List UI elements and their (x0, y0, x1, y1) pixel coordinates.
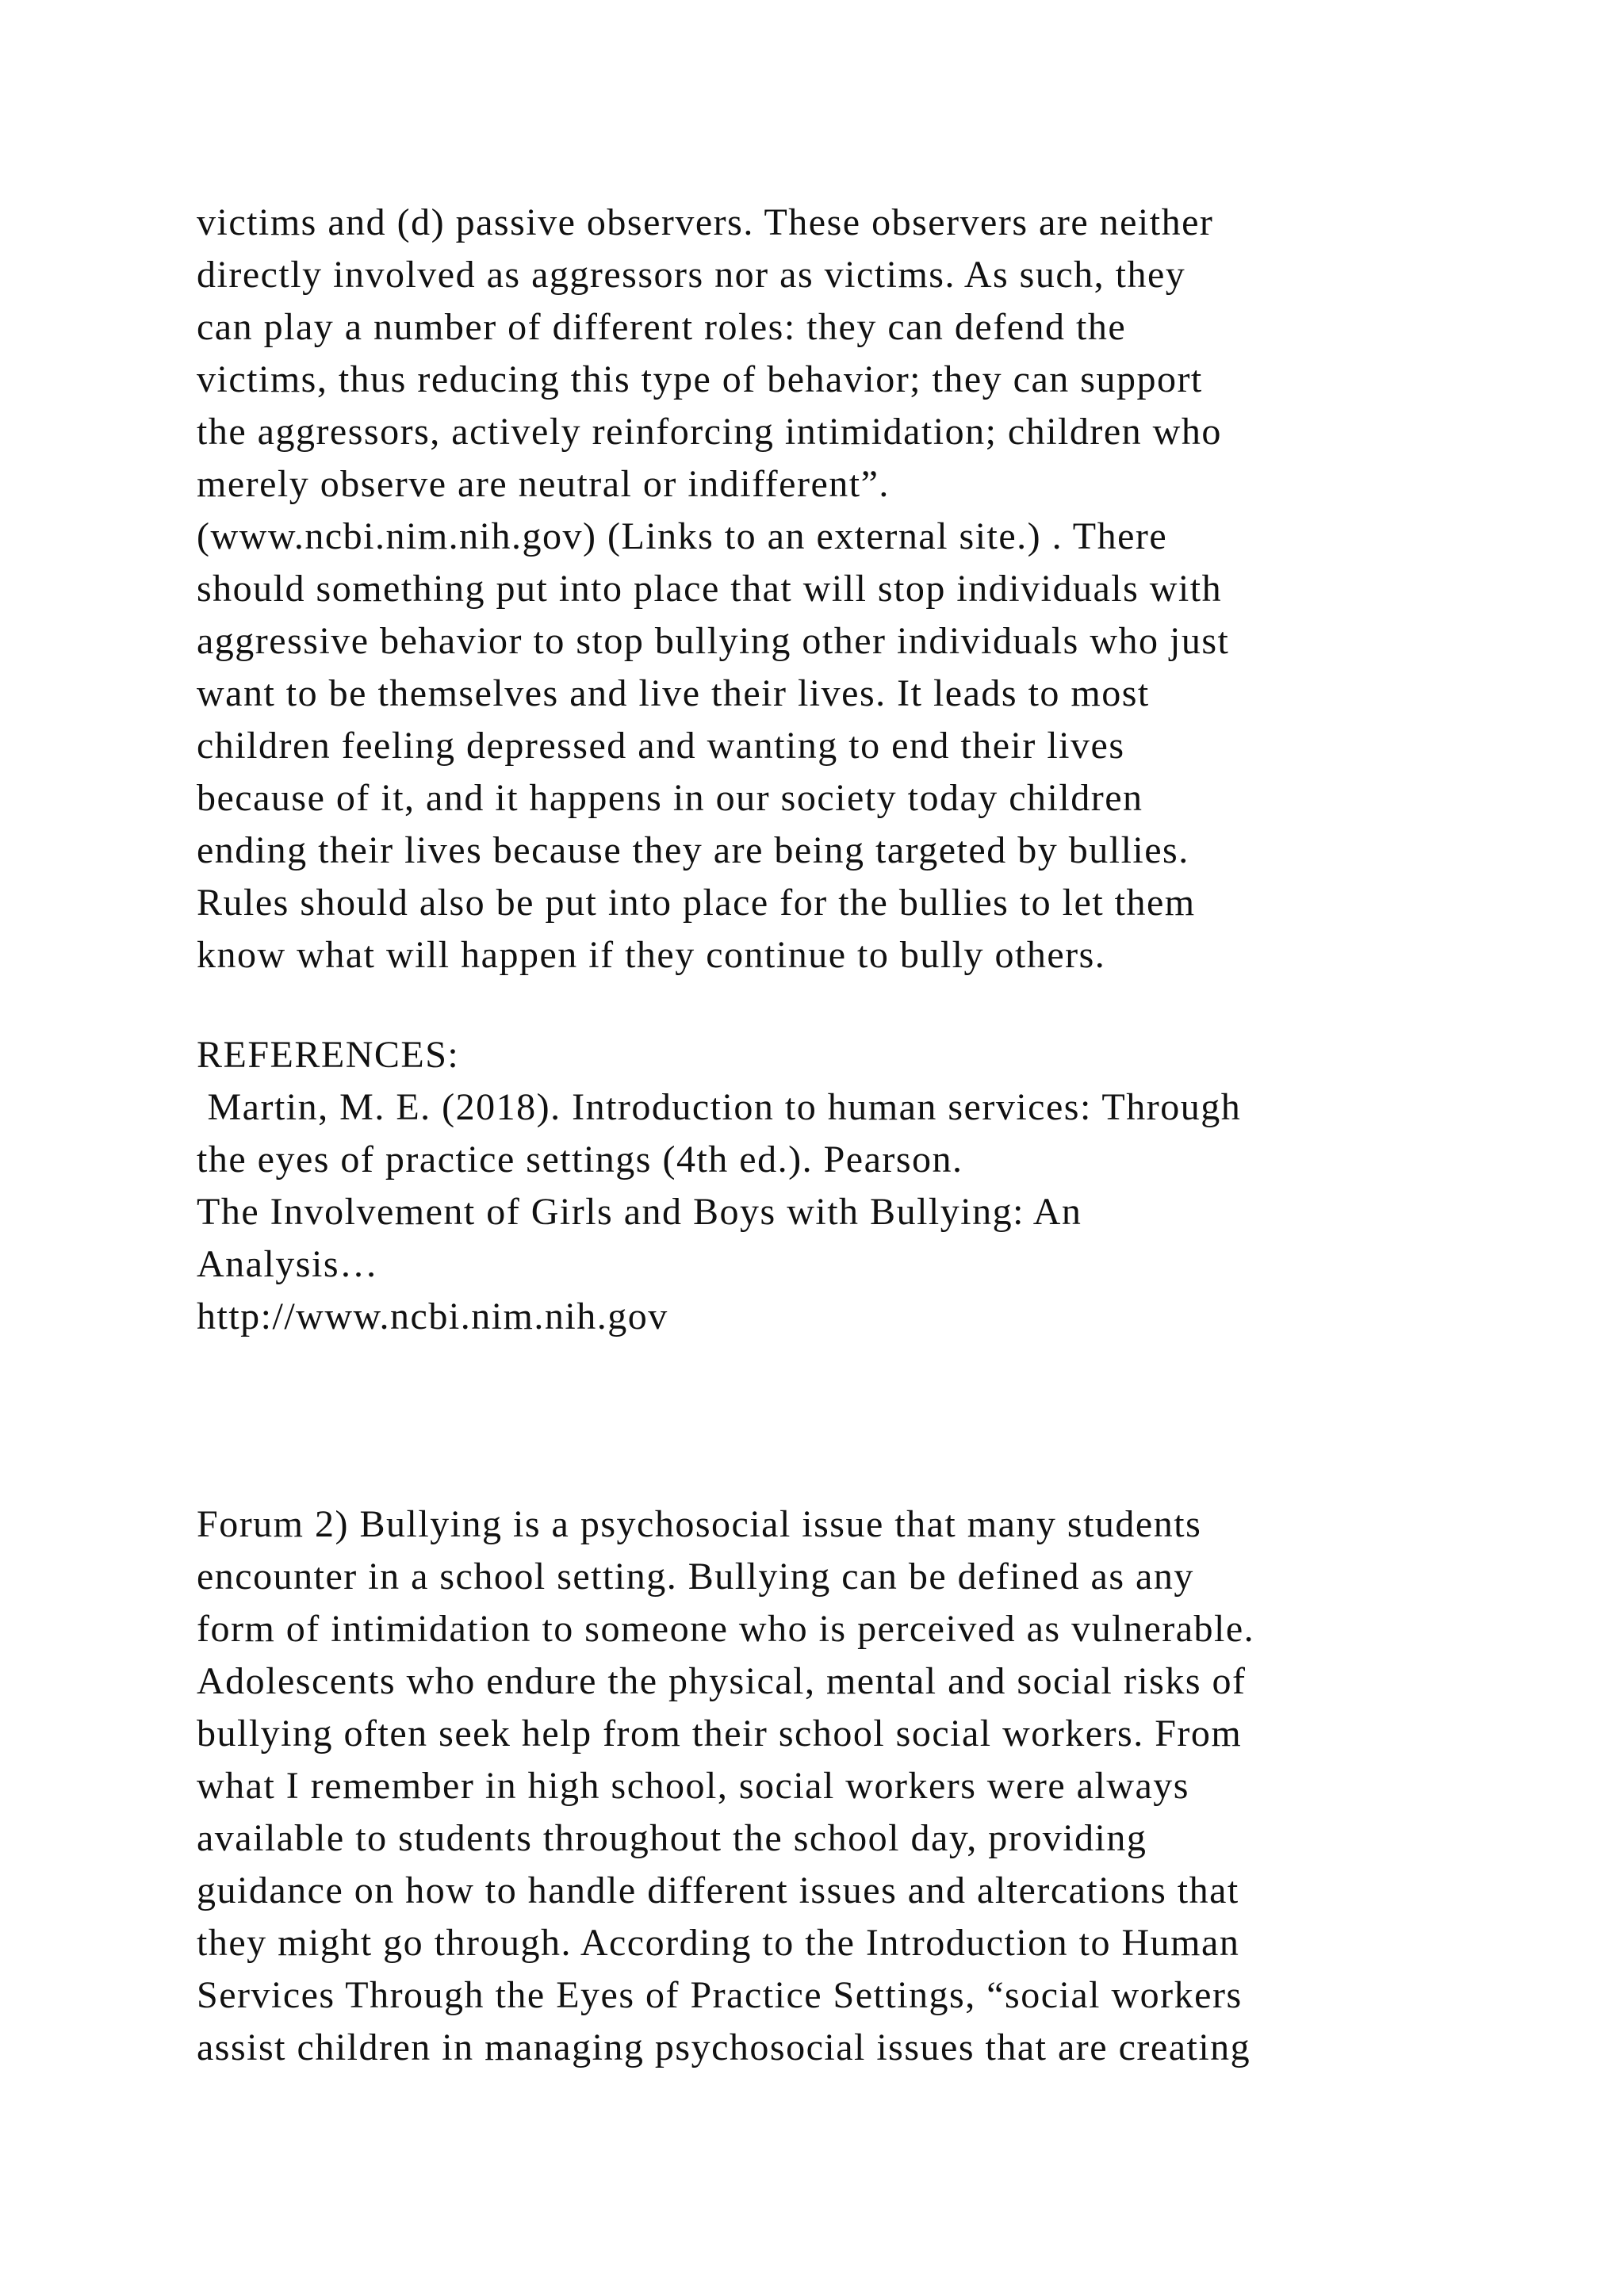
text-line: guidance on how to handle different issues and altercations that (197, 1869, 1239, 1911)
text-line: available to students throughout the school day, providing (197, 1817, 1147, 1859)
text-line: aggressive behavior to stop bullying other individuals who just (197, 620, 1230, 662)
text-line: what I remember in high school, social workers were always (197, 1765, 1189, 1807)
paragraph-bullying-observers (197, 197, 1545, 982)
text-line: Forum 2) Bullying is a psychosocial issue that many students (197, 1503, 1202, 1545)
text-line: should something put into place that will stop individuals with (197, 568, 1223, 610)
text-line: assist children in managing psychosocial issues that are creating (197, 2026, 1251, 2068)
paragraph-forum-2 (197, 1498, 1545, 2074)
text-line: children feeling depressed and wanting to end their lives (197, 725, 1125, 767)
reference-url: http://www.ncbi.nim.nih.gov (197, 1295, 668, 1337)
text-line: Services Through the Eyes of Practice Settings, “social workers (197, 1974, 1243, 2016)
text-line: because of it, and it happens in our society today children (197, 777, 1143, 819)
text-line: want to be themselves and live their lives. It leads to most (197, 672, 1150, 714)
text-line: can play a number of different roles: they can defend the (197, 306, 1127, 348)
reference-line: The Involvement of Girls and Boys with Bullying: An (197, 1191, 1082, 1233)
text-line: the aggressors, actively reinforcing intimidation; children who (197, 411, 1222, 453)
text-line: know what will happen if they continue to bully others. (197, 934, 1106, 976)
text-line: they might go through. According to the Introduction to Human (197, 1922, 1240, 1964)
text-line: (www.ncbi.nim.nih.gov) (Links to an external site.) . There (197, 515, 1168, 557)
text-line: bullying often seek help from their school social workers. From (197, 1712, 1243, 1755)
text-line: form of intimidation to someone who is perceived as vulnerable. (197, 1608, 1255, 1650)
text-line: directly involved as aggressors nor as victims. As such, they (197, 254, 1186, 296)
reference-line: Analysis… (197, 1243, 379, 1285)
text-line: Rules should also be put into place for the bullies to let them (197, 882, 1196, 924)
text-line: victims and (d) passive observers. These observers are neither (197, 201, 1214, 243)
text-line: encounter in a school setting. Bullying can be defined as any (197, 1556, 1194, 1598)
references-section (197, 1029, 1545, 1343)
text-line: merely observe are neutral or indifferent”. (197, 463, 890, 505)
text-line: Adolescents who endure the physical, mental and social risks of (197, 1660, 1247, 1702)
text-line: ending their lives because they are being targeted by bullies. (197, 829, 1189, 871)
text-line: victims, thus reducing this type of behavior; they can support (197, 358, 1203, 400)
references-heading: REFERENCES: (197, 1034, 460, 1076)
reference-line: the eyes of practice settings (4th ed.). Pearson. (197, 1138, 963, 1181)
reference-line: Martin, M. E. (2018). Introduction to human services: Through (197, 1086, 1242, 1128)
